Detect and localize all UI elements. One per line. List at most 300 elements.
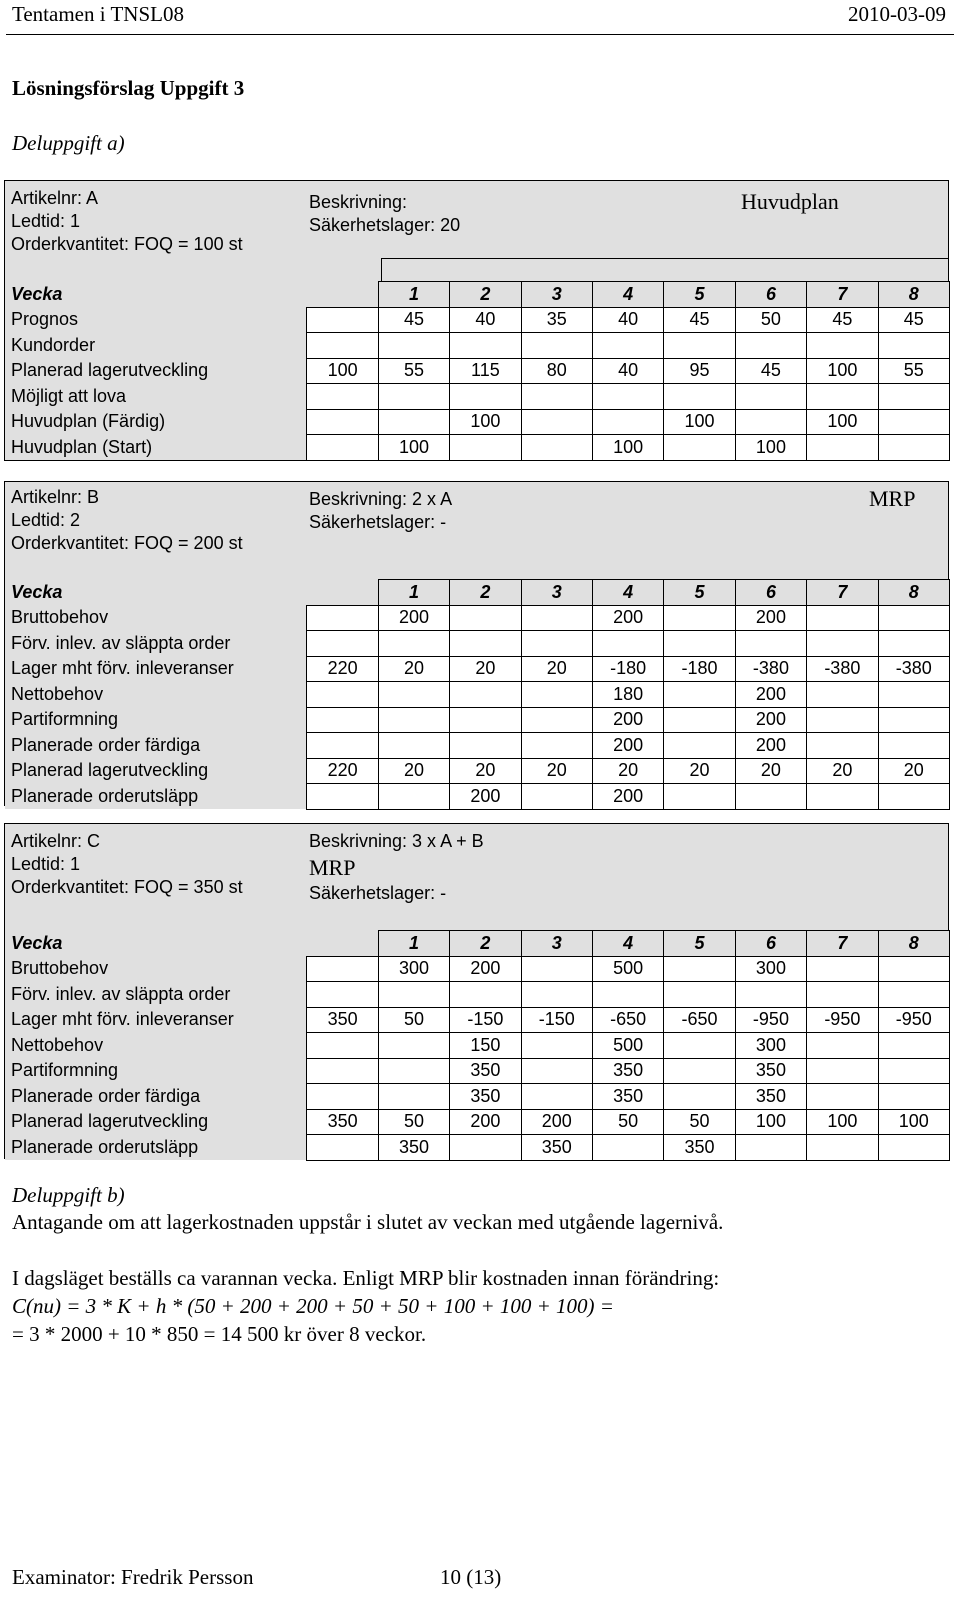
table-cell <box>664 707 735 733</box>
table-cell <box>378 409 449 435</box>
table-cell <box>664 605 735 631</box>
table-cell: 200 <box>735 605 806 631</box>
table-cell <box>878 435 949 461</box>
table-cell <box>664 682 735 708</box>
table-cell <box>521 682 592 708</box>
table-row <box>5 1007 950 1033</box>
row-label: Planerade order färdiga <box>5 733 307 759</box>
table-cell: 200 <box>735 707 806 733</box>
row-label: Vecka <box>5 282 307 308</box>
table-cell <box>807 682 878 708</box>
table-cell <box>878 1084 949 1110</box>
table-cell <box>878 682 949 708</box>
item-number: Artikelnr: C <box>11 831 101 851</box>
table-cell: 100 <box>450 409 521 435</box>
row-label: Vecka <box>5 580 307 606</box>
week-number: 6 <box>735 282 806 308</box>
table-row <box>5 358 950 384</box>
table-cell: 40 <box>450 307 521 333</box>
subheading-part-a: Deluppgift a) <box>12 131 125 155</box>
table-cell <box>664 982 735 1008</box>
table-row <box>5 956 950 982</box>
table-cell: 350 <box>735 1058 806 1084</box>
table-cell <box>521 733 592 759</box>
table-cell <box>807 1084 878 1110</box>
table-cell <box>807 384 878 410</box>
table-cell <box>307 707 378 733</box>
table-cell <box>807 956 878 982</box>
table-cell: 40 <box>592 307 663 333</box>
row-label: Huvudplan (Start) <box>5 435 307 461</box>
week-number: 3 <box>521 282 592 308</box>
table-cell: 20 <box>735 758 806 784</box>
table-cell: 200 <box>450 1109 521 1135</box>
table-cell <box>735 631 806 657</box>
row-label: Planerade orderutsläpp <box>5 1135 307 1161</box>
item-info-c <box>11 830 243 899</box>
table-cell <box>450 631 521 657</box>
plan-type-label: Huvudplan <box>741 189 839 214</box>
table-cell: -380 <box>735 656 806 682</box>
week-number: 7 <box>807 282 878 308</box>
week-number: 5 <box>664 931 735 957</box>
table-cell <box>878 1058 949 1084</box>
item-info-b <box>11 486 243 555</box>
week-number: 4 <box>592 282 663 308</box>
table-cell <box>521 605 592 631</box>
table-cell: 100 <box>807 409 878 435</box>
week-number: 6 <box>735 931 806 957</box>
row-label: Möjligt att lova <box>5 384 307 410</box>
table-cell <box>807 784 878 810</box>
week-number: 8 <box>878 931 949 957</box>
mrp-table-b <box>5 579 950 810</box>
table-cell <box>807 707 878 733</box>
table-row <box>5 733 950 759</box>
table-cell: 200 <box>450 784 521 810</box>
week-number: 7 <box>807 580 878 606</box>
row-label: Lager mht förv. inleveranser <box>5 656 307 682</box>
table-cell <box>450 435 521 461</box>
table-cell: 350 <box>378 1135 449 1161</box>
week-number: 3 <box>521 580 592 606</box>
row-label: Bruttobehov <box>5 605 307 631</box>
table-cell: 20 <box>521 656 592 682</box>
header-date: 2010-03-09 <box>848 2 946 26</box>
table-cell <box>307 384 378 410</box>
week-number: 7 <box>807 931 878 957</box>
row-label: Bruttobehov <box>5 956 307 982</box>
table-row <box>5 605 950 631</box>
table-cell <box>378 1058 449 1084</box>
item-number: Artikelnr: A <box>11 188 99 208</box>
mrp-block-b <box>4 481 949 806</box>
week-header-row <box>5 931 950 957</box>
description: Beskrivning: 3 x A + B <box>309 831 484 851</box>
table-cell <box>450 982 521 1008</box>
row-label: Partiformning <box>5 707 307 733</box>
table-cell: 350 <box>664 1135 735 1161</box>
table-row <box>5 333 950 359</box>
table-cell: -950 <box>735 1007 806 1033</box>
table-cell <box>807 982 878 1008</box>
week-number: 1 <box>378 580 449 606</box>
table-row <box>5 758 950 784</box>
table-row <box>5 1084 950 1110</box>
table-cell <box>807 1033 878 1059</box>
table-cell: 500 <box>592 956 663 982</box>
cost-result: = 3 * 2000 + 10 * 850 = 14 500 kr över 8 veckor. <box>12 1322 427 1346</box>
footer-page-number: 10 (13) <box>440 1565 502 1589</box>
table-cell: 500 <box>592 1033 663 1059</box>
week-header-row <box>5 282 950 308</box>
table-cell <box>307 1084 378 1110</box>
table-cell <box>307 682 378 708</box>
table-cell <box>735 1135 806 1161</box>
header-rule <box>6 34 954 35</box>
subheading-part-b: Deluppgift b) <box>12 1183 125 1207</box>
table-cell <box>664 1033 735 1059</box>
table-cell: 50 <box>592 1109 663 1135</box>
table-cell: 350 <box>735 1084 806 1110</box>
table-cell <box>807 631 878 657</box>
item-desc-c <box>309 830 484 853</box>
table-cell: 180 <box>592 682 663 708</box>
table-cell <box>807 605 878 631</box>
table-cell: -150 <box>521 1007 592 1033</box>
table-cell <box>378 631 449 657</box>
week-number <box>307 931 378 957</box>
table-cell: 300 <box>378 956 449 982</box>
table-cell: 300 <box>735 956 806 982</box>
table-cell: 220 <box>307 758 378 784</box>
table-cell: 45 <box>664 307 735 333</box>
footer-examiner: Examinator: Fredrik Persson <box>12 1565 254 1589</box>
week-number: 6 <box>735 580 806 606</box>
table-cell: -180 <box>664 656 735 682</box>
table-row <box>5 656 950 682</box>
table-row <box>5 1058 950 1084</box>
row-label: Planerad lagerutveckling <box>5 358 307 384</box>
table-cell <box>664 435 735 461</box>
table-cell: 20 <box>878 758 949 784</box>
plan-type-label: MRP <box>869 486 916 511</box>
week-number: 1 <box>378 931 449 957</box>
item-info-a <box>11 187 243 256</box>
table-cell <box>521 1058 592 1084</box>
table-cell: 100 <box>307 358 378 384</box>
week-number: 4 <box>592 931 663 957</box>
week-number: 2 <box>450 580 521 606</box>
table-cell <box>878 707 949 733</box>
table-cell: 200 <box>521 1109 592 1135</box>
table-cell: 45 <box>878 307 949 333</box>
table-cell <box>521 784 592 810</box>
table-cell: -380 <box>878 656 949 682</box>
table-cell <box>878 333 949 359</box>
table-cell: 35 <box>521 307 592 333</box>
lead-time: Ledtid: 1 <box>11 211 81 231</box>
description: Beskrivning: <box>309 192 408 212</box>
table-cell: 350 <box>521 1135 592 1161</box>
table-cell <box>521 435 592 461</box>
table-cell <box>521 982 592 1008</box>
safety-stock-c <box>309 882 446 905</box>
mps-table-a <box>5 281 950 461</box>
assumption-text: Antagande om att lagerkostnaden uppstår i slutet av veckan med utgående lagernivå. <box>12 1210 724 1234</box>
page-header <box>0 0 960 38</box>
item-number: Artikelnr: B <box>11 487 100 507</box>
table-cell: 200 <box>378 605 449 631</box>
table-cell <box>878 784 949 810</box>
table-cell: 200 <box>592 784 663 810</box>
table-cell: 200 <box>450 956 521 982</box>
table-cell <box>450 733 521 759</box>
order-quantity: Orderkvantitet: FOQ = 200 st <box>11 533 243 553</box>
table-cell <box>592 1135 663 1161</box>
table-row <box>5 435 950 461</box>
table-cell <box>878 956 949 982</box>
week-number: 8 <box>878 580 949 606</box>
table-cell: 100 <box>735 435 806 461</box>
table-cell: -950 <box>807 1007 878 1033</box>
table-cell: 200 <box>592 707 663 733</box>
table-cell: 350 <box>450 1084 521 1110</box>
table-cell <box>878 1033 949 1059</box>
table-cell <box>592 631 663 657</box>
table-row <box>5 982 950 1008</box>
table-cell: 100 <box>735 1109 806 1135</box>
table-cell <box>807 435 878 461</box>
table-cell: 55 <box>878 358 949 384</box>
table-row <box>5 307 950 333</box>
item-desc-b <box>309 488 452 534</box>
table-cell: 40 <box>592 358 663 384</box>
table-cell <box>521 384 592 410</box>
row-label: Förv. inlev. av släppta order <box>5 982 307 1008</box>
description: Beskrivning: 2 x A <box>309 489 453 509</box>
table-cell <box>378 333 449 359</box>
table-cell <box>450 682 521 708</box>
table-cell <box>878 384 949 410</box>
table-cell <box>664 733 735 759</box>
table-cell <box>664 956 735 982</box>
table-row <box>5 409 950 435</box>
table-cell <box>378 1033 449 1059</box>
table-cell: -650 <box>664 1007 735 1033</box>
table-cell <box>307 982 378 1008</box>
table-cell: 50 <box>664 1109 735 1135</box>
table-cell <box>378 1084 449 1110</box>
table-cell <box>592 982 663 1008</box>
table-cell: 100 <box>664 409 735 435</box>
table-cell: 200 <box>735 733 806 759</box>
table-cell: 50 <box>378 1109 449 1135</box>
week-number <box>307 580 378 606</box>
table-cell: 50 <box>378 1007 449 1033</box>
week-number: 5 <box>664 580 735 606</box>
table-cell: 45 <box>735 358 806 384</box>
lead-time: Ledtid: 1 <box>11 854 81 874</box>
row-label: Planerade order färdiga <box>5 1084 307 1110</box>
mrp-block-c <box>4 823 949 1159</box>
table-cell <box>878 982 949 1008</box>
table-cell <box>378 707 449 733</box>
table-cell <box>450 384 521 410</box>
table-cell <box>807 333 878 359</box>
table-cell <box>307 435 378 461</box>
item-desc-a <box>309 191 460 237</box>
table-cell <box>878 605 949 631</box>
table-cell <box>664 631 735 657</box>
table-cell <box>807 1058 878 1084</box>
table-cell <box>307 956 378 982</box>
week-number: 3 <box>521 931 592 957</box>
table-cell <box>807 1135 878 1161</box>
table-cell <box>521 1084 592 1110</box>
table-cell: 20 <box>378 656 449 682</box>
table-cell <box>521 409 592 435</box>
table-cell <box>307 631 378 657</box>
mps-block-a <box>4 180 949 461</box>
table-cell <box>807 733 878 759</box>
table-cell: 350 <box>450 1058 521 1084</box>
table-cell: 350 <box>307 1109 378 1135</box>
table-row <box>5 682 950 708</box>
table-cell <box>307 733 378 759</box>
table-cell <box>307 605 378 631</box>
order-quantity: Orderkvantitet: FOQ = 100 st <box>11 234 243 254</box>
row-label: Prognos <box>5 307 307 333</box>
table-row <box>5 784 950 810</box>
table-cell <box>735 784 806 810</box>
table-cell <box>521 956 592 982</box>
table-cell: -380 <box>807 656 878 682</box>
table-cell <box>664 384 735 410</box>
plan-type-label: MRP <box>309 855 356 880</box>
table-cell <box>307 1058 378 1084</box>
table-cell: 150 <box>450 1033 521 1059</box>
row-label: Planerade orderutsläpp <box>5 784 307 810</box>
table-cell <box>307 1135 378 1161</box>
table-cell: -950 <box>878 1007 949 1033</box>
table-cell: 200 <box>735 682 806 708</box>
table-cell: 300 <box>735 1033 806 1059</box>
table-cell <box>378 384 449 410</box>
table-row <box>5 707 950 733</box>
table-cell: 45 <box>378 307 449 333</box>
table-cell: 45 <box>807 307 878 333</box>
table-cell: 350 <box>592 1084 663 1110</box>
week-header-row <box>5 580 950 606</box>
table-cell <box>450 605 521 631</box>
header-course: Tentamen i TNSL08 <box>12 2 184 26</box>
table-cell: 20 <box>378 758 449 784</box>
table-row <box>5 1033 950 1059</box>
table-cell: 220 <box>307 656 378 682</box>
table-cell <box>664 1058 735 1084</box>
table-cell <box>878 409 949 435</box>
week-number <box>307 282 378 308</box>
table-cell <box>735 333 806 359</box>
table-row <box>5 631 950 657</box>
table-cell <box>378 733 449 759</box>
table-cell <box>307 409 378 435</box>
table-cell <box>878 733 949 759</box>
table-cell <box>735 384 806 410</box>
table-cell <box>664 1084 735 1110</box>
table-cell <box>521 631 592 657</box>
table-cell <box>592 384 663 410</box>
row-label: Nettobehov <box>5 1033 307 1059</box>
week-number: 8 <box>878 282 949 308</box>
row-label: Lager mht förv. inleveranser <box>5 1007 307 1033</box>
week-number: 2 <box>450 931 521 957</box>
table-cell: 20 <box>592 758 663 784</box>
table-cell: 200 <box>592 605 663 631</box>
table-cell: 350 <box>592 1058 663 1084</box>
table-cell <box>664 333 735 359</box>
table-cell: 20 <box>664 758 735 784</box>
week-number: 2 <box>450 282 521 308</box>
table-cell: 100 <box>807 1109 878 1135</box>
table-cell <box>521 707 592 733</box>
cost-formula: C(nu) = 3 * K + h * (50 + 200 + 200 + 50 + 50 + 100 + 100 + 100) = <box>12 1294 614 1318</box>
safety-stock: Säkerhetslager: 20 <box>309 215 461 235</box>
table-cell <box>378 682 449 708</box>
week-number: 4 <box>592 580 663 606</box>
row-label: Nettobehov <box>5 682 307 708</box>
safety-stock: Säkerhetslager: - <box>309 512 447 532</box>
week-number: 5 <box>664 282 735 308</box>
table-cell <box>521 333 592 359</box>
table-cell: -650 <box>592 1007 663 1033</box>
table-row <box>5 384 950 410</box>
table-cell: 20 <box>807 758 878 784</box>
row-label: Vecka <box>5 931 307 957</box>
table-cell <box>878 1135 949 1161</box>
table-cell: 100 <box>592 435 663 461</box>
table-cell: 55 <box>378 358 449 384</box>
table-cell <box>521 1033 592 1059</box>
table-cell: 20 <box>521 758 592 784</box>
order-quantity: Orderkvantitet: FOQ = 350 st <box>11 877 243 897</box>
table-cell <box>307 784 378 810</box>
row-label: Planerad lagerutveckling <box>5 758 307 784</box>
week-number: 1 <box>378 282 449 308</box>
table-cell <box>307 1033 378 1059</box>
table-cell: 95 <box>664 358 735 384</box>
table-cell: 20 <box>450 758 521 784</box>
table-row <box>5 1109 950 1135</box>
row-label: Huvudplan (Färdig) <box>5 409 307 435</box>
table-cell: 100 <box>807 358 878 384</box>
table-cell: 20 <box>450 656 521 682</box>
safety-stock: Säkerhetslager: - <box>309 883 447 903</box>
table-cell: 200 <box>592 733 663 759</box>
mrp-table-c <box>5 930 950 1161</box>
table-cell <box>450 1135 521 1161</box>
table-row <box>5 1135 950 1161</box>
table-cell: -180 <box>592 656 663 682</box>
row-label: Förv. inlev. av släppta order <box>5 631 307 657</box>
table-cell: 50 <box>735 307 806 333</box>
table-cell: 80 <box>521 358 592 384</box>
table-cell: 115 <box>450 358 521 384</box>
row-label: Planerad lagerutveckling <box>5 1109 307 1135</box>
table-cell: 100 <box>878 1109 949 1135</box>
table-cell <box>378 982 449 1008</box>
